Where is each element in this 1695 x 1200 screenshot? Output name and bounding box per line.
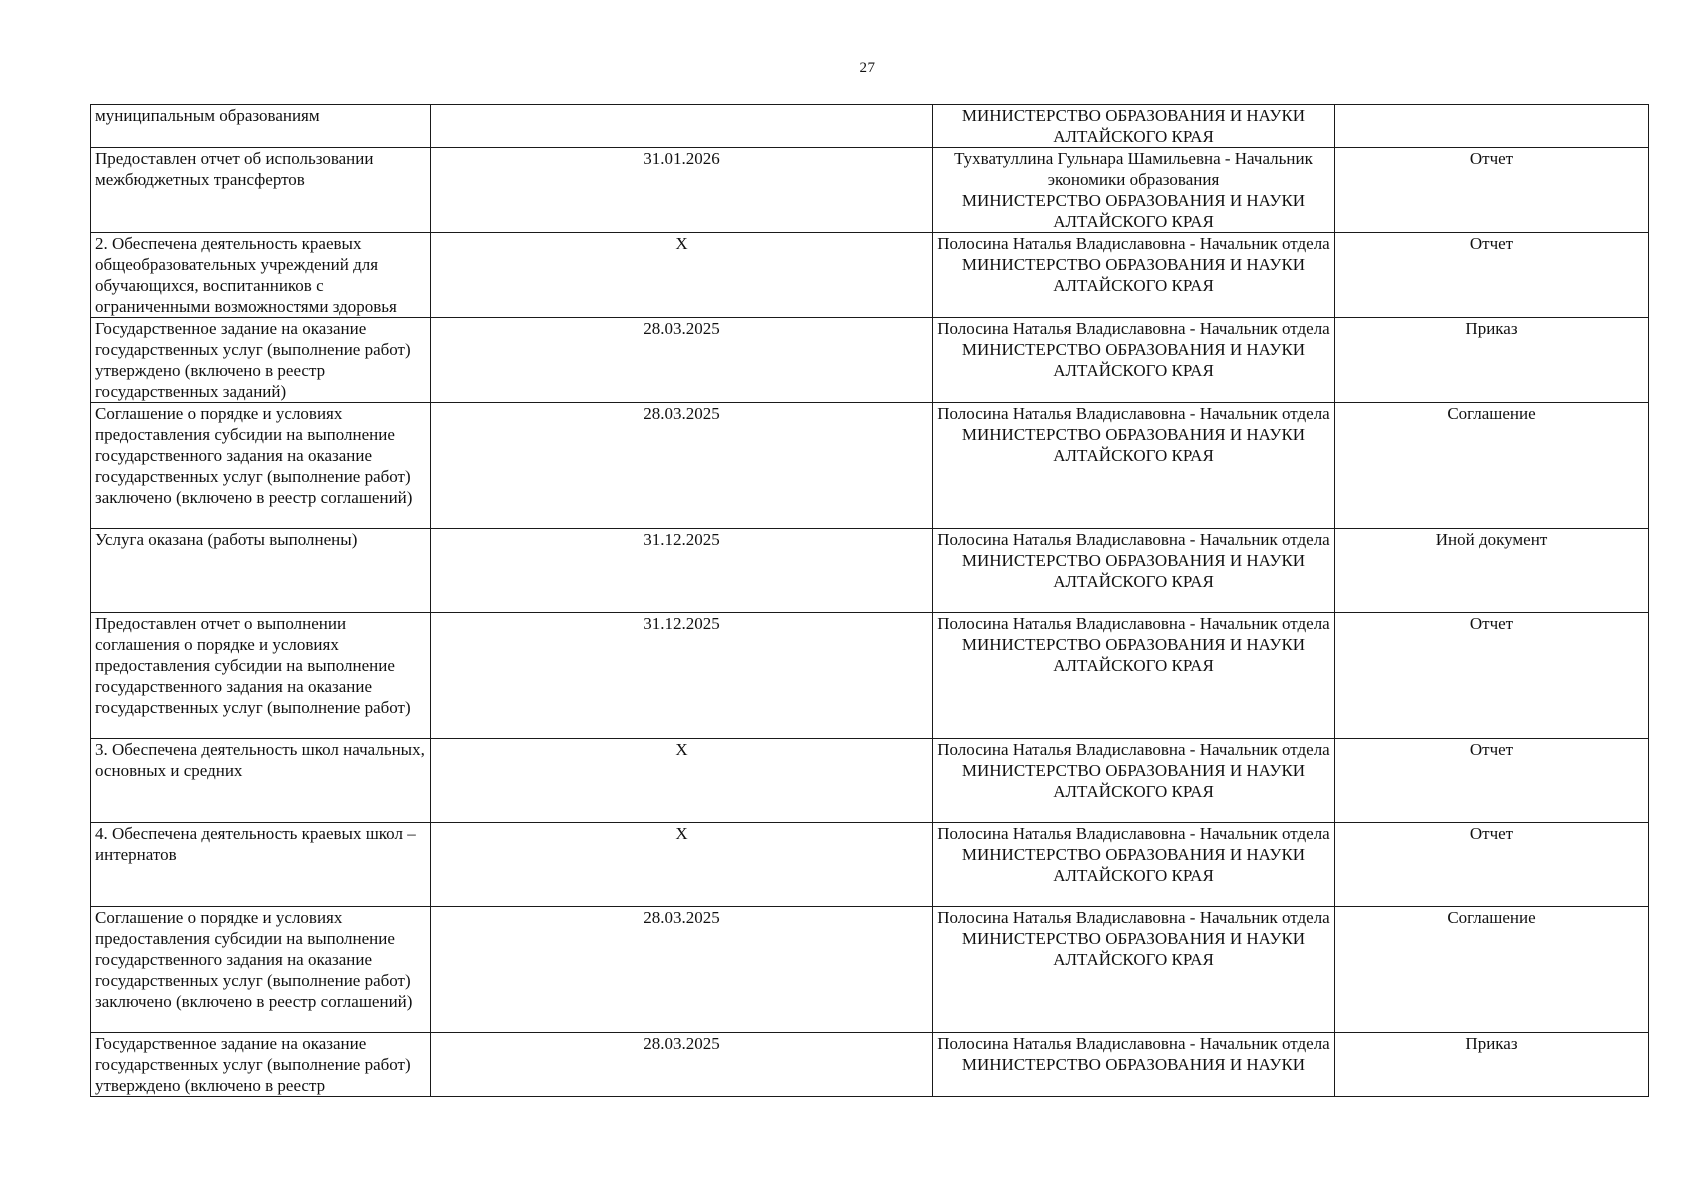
document-type-text: Отчет	[1469, 614, 1514, 633]
responsible-cell	[933, 233, 1335, 318]
date-cell	[431, 148, 933, 233]
date-cell	[431, 233, 933, 318]
date-text: 31.12.2025	[643, 614, 720, 633]
responsible-org-line-2: АЛТАЙСКОГО КРАЯ	[1053, 361, 1214, 380]
responsible-person: Тухватуллина Гульнара Шамильевна - Начальник экономики образования	[954, 149, 1313, 189]
responsible-org-line-1: МИНИСТЕРСТВО ОБРАЗОВАНИЯ И НАУКИ	[961, 929, 1306, 948]
document-type-text: Иной документ	[1435, 530, 1548, 549]
date-text: 28.03.2025	[643, 1034, 720, 1053]
responsible-cell	[933, 613, 1335, 739]
document-type-cell	[1335, 907, 1649, 1033]
responsible-cell	[933, 105, 1335, 148]
event-cell	[91, 529, 431, 613]
responsible-cell	[933, 318, 1335, 403]
responsible-cell	[933, 739, 1335, 823]
date-text: 28.03.2025	[643, 404, 720, 423]
responsible-org-line-2: АЛТАЙСКОГО КРАЯ	[1053, 782, 1214, 801]
event-text: Соглашение о порядке и условиях предоставления субсидии на выполнение государственного задания на оказание государственных услуг (выполнение работ) заключено (включено в реестр соглашений)	[95, 908, 413, 1011]
event-text: Государственное задание на оказание государственных услуг (выполнение работ) утверждено (включено в реестр государственных заданий)	[95, 319, 411, 401]
responsible-org-line-2: АЛТАЙСКОГО КРАЯ	[1053, 572, 1214, 591]
event-text: 4. Обеспечена деятельность краевых школ – интернатов	[95, 824, 416, 864]
responsible-org-line-2: АЛТАЙСКОГО КРАЯ	[1053, 212, 1214, 231]
date-cell	[431, 739, 933, 823]
document-type-text: Отчет	[1469, 824, 1514, 843]
document-type-cell	[1335, 148, 1649, 233]
responsible-cell	[933, 148, 1335, 233]
responsible-cell	[933, 529, 1335, 613]
event-cell	[91, 739, 431, 823]
event-cell	[91, 1033, 431, 1097]
responsible-org-line-2: АЛТАЙСКОГО КРАЯ	[1053, 127, 1214, 146]
document-type-cell	[1335, 318, 1649, 403]
plan-table-body	[91, 105, 1649, 1097]
date-text: X	[675, 824, 688, 843]
date-cell	[431, 907, 933, 1033]
responsible-org-line-2: АЛТАЙСКОГО КРАЯ	[1053, 446, 1214, 465]
responsible-cell	[933, 1033, 1335, 1097]
table-row	[91, 1033, 1649, 1097]
table-row	[91, 105, 1649, 148]
event-text: муниципальным образованиям	[95, 106, 320, 125]
responsible-org-line-2: АЛТАЙСКОГО КРАЯ	[1053, 866, 1214, 885]
document-type-cell	[1335, 823, 1649, 907]
table-row	[91, 739, 1649, 823]
responsible-org-line-1: МИНИСТЕРСТВО ОБРАЗОВАНИЯ И НАУКИ	[961, 761, 1306, 780]
document-type-cell	[1335, 529, 1649, 613]
event-cell	[91, 148, 431, 233]
date-cell	[431, 403, 933, 529]
responsible-person: Полосина Наталья Владиславовна - Начальник отдела	[937, 740, 1330, 759]
responsible-person: Полосина Наталья Владиславовна - Начальник отдела	[937, 824, 1330, 843]
event-cell	[91, 318, 431, 403]
responsible-org-line-1: МИНИСТЕРСТВО ОБРАЗОВАНИЯ И НАУКИ	[961, 255, 1306, 274]
document-type-text: Приказ	[1465, 1034, 1518, 1053]
event-cell	[91, 105, 431, 148]
responsible-org-line-1: МИНИСТЕРСТВО ОБРАЗОВАНИЯ И НАУКИ	[961, 1055, 1306, 1074]
date-cell	[431, 318, 933, 403]
responsible-org-line-2: АЛТАЙСКОГО КРАЯ	[1053, 656, 1214, 675]
responsible-cell	[933, 823, 1335, 907]
responsible-org-line-2: АЛТАЙСКОГО КРАЯ	[1053, 276, 1214, 295]
document-type-cell	[1335, 613, 1649, 739]
date-cell	[431, 105, 933, 148]
responsible-person: Полосина Наталья Владиславовна - Начальник отдела	[937, 234, 1330, 253]
date-cell	[431, 823, 933, 907]
responsible-person: Полосина Наталья Владиславовна - Начальник отдела	[937, 530, 1330, 549]
date-text: 28.03.2025	[643, 908, 720, 927]
responsible-person: Полосина Наталья Владиславовна - Начальник отдела	[937, 908, 1330, 927]
event-text: Соглашение о порядке и условиях предоставления субсидии на выполнение государственного задания на оказание государственных услуг (выполнение работ) заключено (включено в реестр соглашений)	[95, 404, 413, 507]
event-cell	[91, 403, 431, 529]
date-text: X	[675, 740, 688, 759]
document-type-text: Отчет	[1469, 740, 1514, 759]
document-type-cell	[1335, 739, 1649, 823]
event-text: Государственное задание на оказание государственных услуг (выполнение работ) утверждено (включено в реестр	[95, 1034, 411, 1095]
table-row	[91, 233, 1649, 318]
date-text: 28.03.2025	[643, 319, 720, 338]
event-text: 3. Обеспечена деятельность школ начальных, основных и средних	[95, 740, 425, 780]
responsible-org-line-1: МИНИСТЕРСТВО ОБРАЗОВАНИЯ И НАУКИ	[961, 635, 1306, 654]
table-row	[91, 529, 1649, 613]
event-cell	[91, 907, 431, 1033]
event-cell	[91, 613, 431, 739]
document-type-text: Соглашение	[1447, 908, 1536, 927]
document-type-text: Соглашение	[1447, 404, 1536, 423]
responsible-org-line-1: МИНИСТЕРСТВО ОБРАЗОВАНИЯ И НАУКИ	[961, 340, 1306, 359]
event-text: Предоставлен отчет о выполнении соглашения о порядке и условиях предоставления субсидии на выполнение государственного задания на оказание государственных услуг (выполнение работ)	[95, 614, 411, 717]
responsible-org-line-1: МИНИСТЕРСТВО ОБРАЗОВАНИЯ И НАУКИ	[961, 425, 1306, 444]
responsible-org-line-2: АЛТАЙСКОГО КРАЯ	[1053, 950, 1214, 969]
responsible-person: Полосина Наталья Владиславовна - Начальник отдела	[937, 614, 1330, 633]
event-cell	[91, 823, 431, 907]
table-row	[91, 148, 1649, 233]
responsible-org-line-1: МИНИСТЕРСТВО ОБРАЗОВАНИЯ И НАУКИ	[961, 191, 1306, 210]
responsible-org-line-1: МИНИСТЕРСТВО ОБРАЗОВАНИЯ И НАУКИ	[961, 845, 1306, 864]
document-type-text: Приказ	[1465, 319, 1518, 338]
date-text: 31.01.2026	[643, 149, 720, 168]
responsible-person: Полосина Наталья Владиславовна - Начальник отдела	[937, 319, 1330, 338]
event-text: Услуга оказана (работы выполнены)	[95, 530, 358, 549]
document-type-cell	[1335, 403, 1649, 529]
document-type-cell	[1335, 105, 1649, 148]
document-type-text: Отчет	[1469, 234, 1514, 253]
responsible-cell	[933, 907, 1335, 1033]
responsible-org-line-1: МИНИСТЕРСТВО ОБРАЗОВАНИЯ И НАУКИ	[961, 106, 1306, 125]
date-text: 31.12.2025	[643, 530, 720, 549]
event-text: 2. Обеспечена деятельность краевых общеобразовательных учреждений для обучающихся, воспитанников с ограниченными возможностями здоровья	[95, 234, 397, 316]
document-type-cell	[1335, 1033, 1649, 1097]
date-text: X	[675, 234, 688, 253]
responsible-person: Полосина Наталья Владиславовна - Начальник отдела	[937, 1034, 1330, 1053]
responsible-org-line-1: МИНИСТЕРСТВО ОБРАЗОВАНИЯ И НАУКИ	[961, 551, 1306, 570]
table-row	[91, 823, 1649, 907]
plan-table	[90, 104, 1649, 1097]
event-text: Предоставлен отчет об использовании межбюджетных трансфертов	[95, 149, 374, 189]
date-cell	[431, 529, 933, 613]
document-type-text: Отчет	[1469, 149, 1514, 168]
date-cell	[431, 1033, 933, 1097]
table-row	[91, 907, 1649, 1033]
table-row	[91, 318, 1649, 403]
table-row	[91, 613, 1649, 739]
date-cell	[431, 613, 933, 739]
event-cell	[91, 233, 431, 318]
table-row	[91, 403, 1649, 529]
page-number: 27	[859, 60, 876, 76]
responsible-person: Полосина Наталья Владиславовна - Начальник отдела	[937, 404, 1330, 423]
document-type-cell	[1335, 233, 1649, 318]
responsible-cell	[933, 403, 1335, 529]
